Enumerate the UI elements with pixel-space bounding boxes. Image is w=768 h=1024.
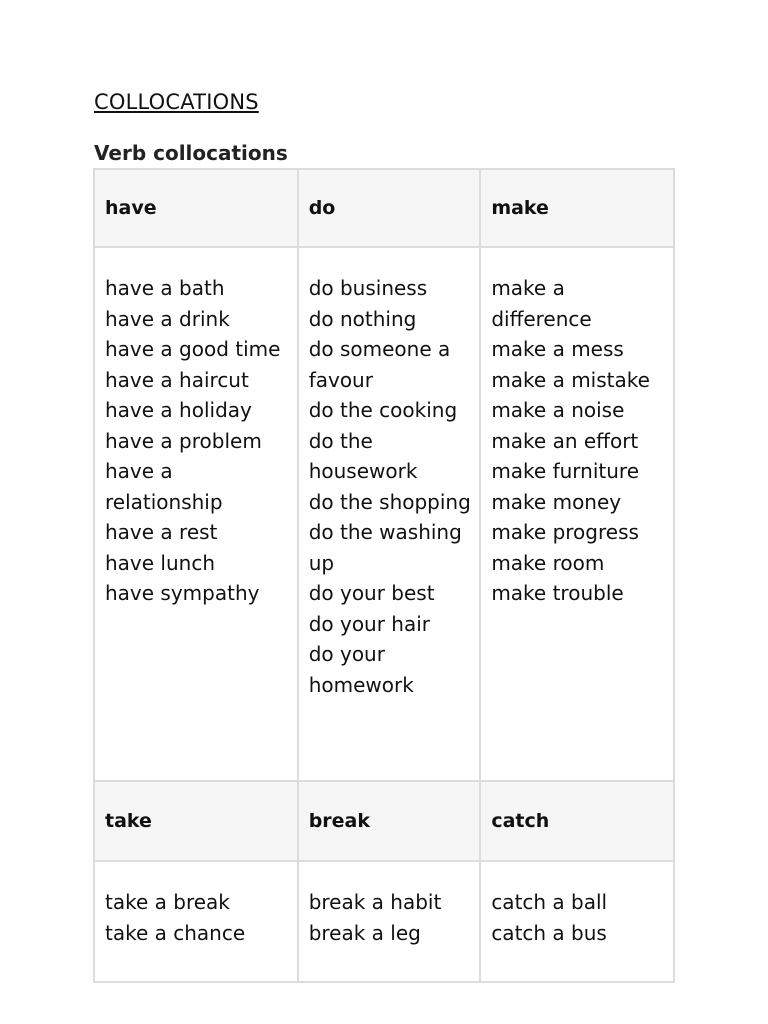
list-item: have lunch [105, 550, 216, 575]
list-item: do the housework [308, 428, 418, 483]
list-item: make trouble [491, 581, 624, 605]
table-row [94, 861, 674, 982]
list-item: make a mistake [491, 367, 650, 392]
list-item: do someone a favour [308, 337, 451, 392]
list-item: make progress [491, 520, 639, 544]
list-item: take a chance [105, 920, 246, 945]
list-item: do your homework [308, 642, 414, 697]
collocation-list-take [94, 861, 298, 982]
list-item: break a leg [308, 920, 421, 945]
list-item: make money [491, 489, 622, 514]
header-cell-do: do [298, 169, 481, 247]
header-cell-have: have [94, 169, 298, 247]
table-header-row [94, 169, 674, 247]
header-cell-catch: catch [480, 781, 674, 861]
list-item: have a rest [105, 520, 218, 544]
collocations-table [93, 168, 675, 983]
list-item: have a problem [105, 428, 262, 453]
list-item: have sympathy [105, 581, 260, 605]
list-item: do the shopping [308, 489, 471, 514]
list-item: make a noise [491, 398, 625, 422]
list-item: have a haircut [105, 367, 249, 392]
list-item: take a break [105, 890, 230, 914]
section-title: Verb collocations [94, 141, 288, 165]
list-item: do your hair [308, 611, 431, 636]
list-item: catch a bus [491, 920, 607, 945]
list-item: make room [491, 550, 605, 575]
list-item: make furniture [491, 459, 640, 483]
list-item: have a bath [105, 276, 225, 300]
list-item: catch a ball [491, 890, 608, 914]
collocation-list-do [298, 247, 481, 781]
table-row [94, 247, 674, 781]
table-header-row [94, 781, 674, 861]
collocation-list-catch [480, 861, 674, 982]
list-item: make a mess [491, 337, 624, 361]
header-cell-break: break [298, 781, 481, 861]
list-item: do your best [308, 581, 435, 605]
list-item: have a relationship [105, 459, 223, 514]
list-item: have a good time [105, 337, 281, 361]
list-item: make a difference [491, 276, 592, 331]
list-item: make an effort [491, 428, 639, 453]
list-item: break a habit [308, 890, 442, 914]
list-item: have a drink [105, 306, 230, 331]
list-item: do the washing up [308, 520, 462, 575]
collocation-list-have [94, 247, 298, 781]
list-item: have a holiday [105, 398, 252, 422]
collocation-list-break [298, 861, 481, 982]
collocation-list-make [480, 247, 674, 781]
header-cell-take: take [94, 781, 298, 861]
document-title: COLLOCATIONS [94, 90, 259, 114]
list-item: do nothing [308, 306, 417, 331]
header-cell-make: make [480, 169, 674, 247]
list-item: do business [308, 276, 428, 300]
list-item: do the cooking [308, 398, 458, 422]
